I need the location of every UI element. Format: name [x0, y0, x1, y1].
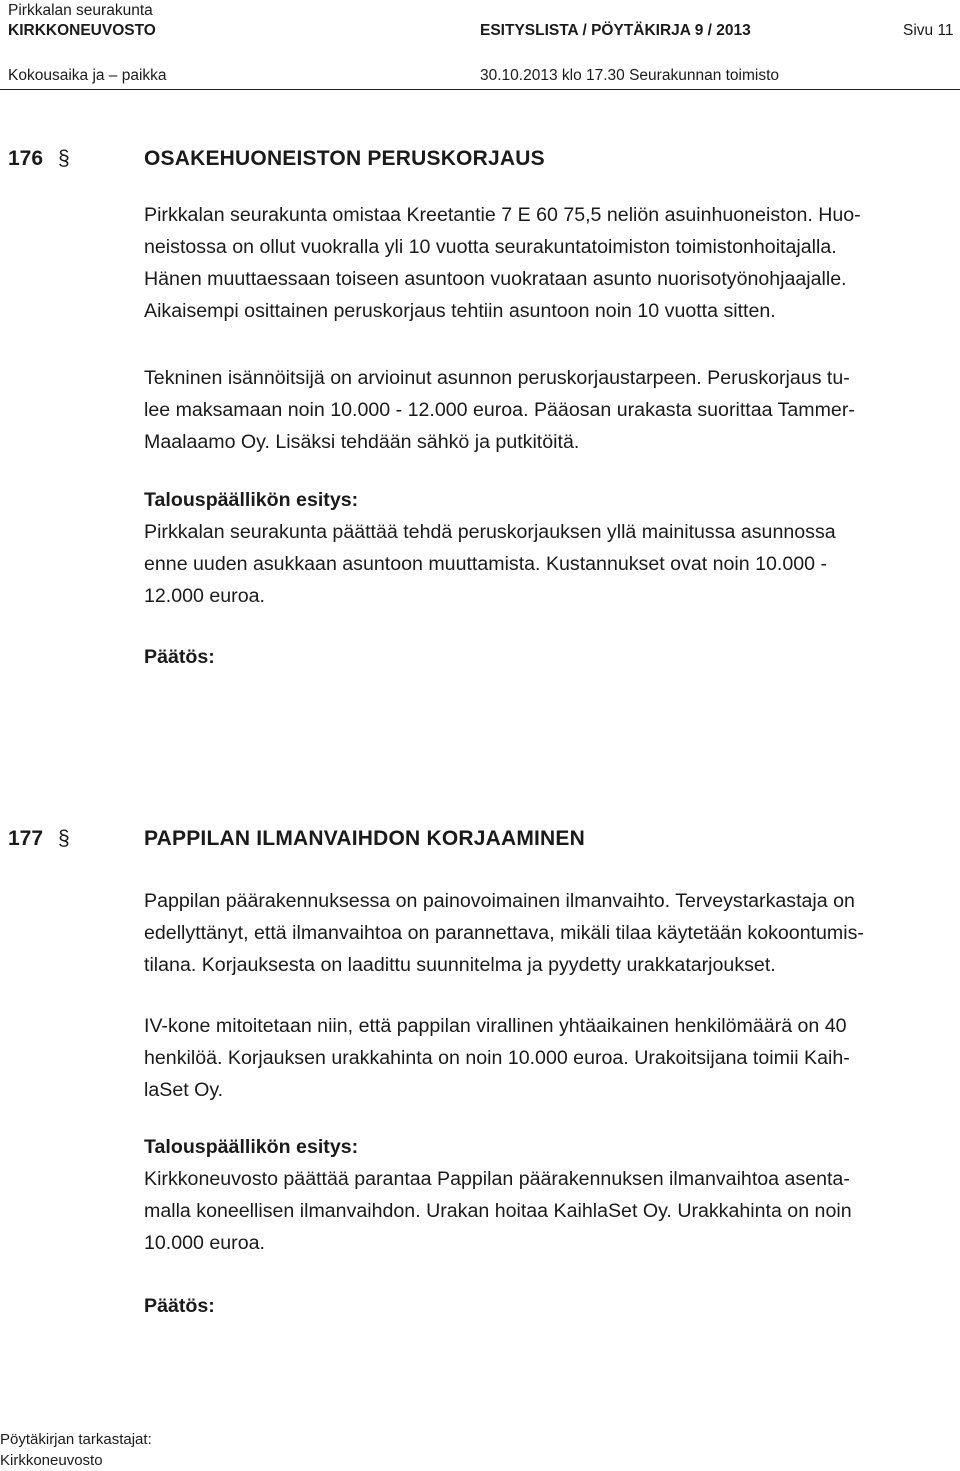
- org-name: Pirkkalan seurakunta: [8, 2, 153, 19]
- footer-value: Kirkkoneuvosto: [0, 1452, 103, 1469]
- section-paragraph: [144, 199, 954, 327]
- text-line: Pirkkalan seurakunta päättää tehdä peruskorjauksen yllä mainitussa asunnossa: [144, 521, 836, 543]
- text-line: Pappilan päärakennuksessa on painovoimainen ilmanvaihto. Terveystarkastaja on: [144, 890, 855, 912]
- section-number: 177: [8, 827, 44, 850]
- proposal-label: Talouspäällikön esitys:: [144, 489, 359, 511]
- section-paragraph: [144, 885, 954, 981]
- text-line: henkilöä. Korjauksen urakkahinta on noin 10.000 euroa. Urakoitsijana toimii Kaih-: [144, 1047, 850, 1069]
- text-line: malla koneellisen ilmanvaihdon. Urakan hoitaa KaihlaSet Oy. Urakkahinta on noin: [144, 1200, 852, 1222]
- meeting-label: Kokousaika ja – paikka: [8, 67, 167, 84]
- text-line: Pirkkalan seurakunta omistaa Kreetantie 7 E 60 75,5 neliön asuinhuoneiston. Huo-: [144, 204, 861, 226]
- text-line: Tekninen isännöitsijä on arvioinut asunnon peruskorjaustarpeen. Peruskorjaus tu-: [144, 367, 850, 389]
- section-title: OSAKEHUONEISTON PERUSKORJAUS: [144, 147, 545, 170]
- section-number: 176: [8, 147, 44, 170]
- section-title: PAPPILAN ILMANVAIHDON KORJAAMINEN: [144, 827, 585, 850]
- proposal-label: Talouspäällikön esitys:: [144, 1136, 359, 1158]
- section-sign: §: [58, 827, 70, 850]
- proposal-block: [144, 484, 954, 612]
- decision-label: Päätös:: [144, 1295, 215, 1317]
- text-line: IV-kone mitoitetaan niin, että pappilan virallinen yhtäaikainen henkilömäärä on 40: [144, 1015, 847, 1037]
- header-divider: [0, 89, 960, 90]
- text-line: Kirkkoneuvosto päättää parantaa Pappilan päärakennuksen ilmanvaihtoa asenta-: [144, 1168, 850, 1190]
- section-paragraph: [144, 1010, 954, 1106]
- section-paragraph: [144, 362, 954, 458]
- text-line: 12.000 euroa.: [144, 585, 265, 607]
- text-line: Maalaamo Oy. Lisäksi tehdään sähkö ja putkitöitä.: [144, 431, 580, 453]
- text-line: Hänen muuttaessaan toiseen asuntoon vuokrataan asunto nuorisotyönohjaajalle.: [144, 268, 847, 290]
- text-line: tilana. Korjauksesta on laadittu suunnitelma ja pyydetty urakkatarjoukset.: [144, 954, 776, 976]
- text-line: neistossa on ollut vuokralla yli 10 vuotta seurakuntatoimiston toimistonhoitajalla.: [144, 236, 837, 258]
- decision-label: Päätös:: [144, 646, 215, 668]
- text-line: 10.000 euroa.: [144, 1232, 265, 1254]
- body-name: KIRKKONEUVOSTO: [8, 22, 156, 39]
- proposal-block: [144, 1131, 954, 1259]
- text-line: edellyttänyt, että ilmanvaihtoa on parannettava, mikäli tilaa käytetään kokoontumis-: [144, 922, 864, 944]
- text-line: laSet Oy.: [144, 1079, 224, 1101]
- section-sign: §: [58, 147, 70, 170]
- doc-type: ESITYSLISTA / PÖYTÄKIRJA 9 / 2013: [480, 22, 751, 39]
- page-number: Sivu 11: [903, 22, 954, 39]
- text-line: Aikaisempi osittainen peruskorjaus tehtiin asuntoon noin 10 vuotta sitten.: [144, 300, 776, 322]
- text-line: enne uuden asukkaan asuntoon muuttamista. Kustannukset ovat noin 10.000 -: [144, 553, 827, 575]
- text-line: lee maksamaan noin 10.000 - 12.000 euroa. Pääosan urakasta suorittaa Tammer-: [144, 399, 855, 421]
- meeting-value: 30.10.2013 klo 17.30 Seurakunnan toimisto: [480, 67, 780, 84]
- decision-block: [144, 641, 954, 673]
- decision-block: [144, 1290, 954, 1322]
- footer-label: Pöytäkirjan tarkastajat:: [0, 1431, 152, 1448]
